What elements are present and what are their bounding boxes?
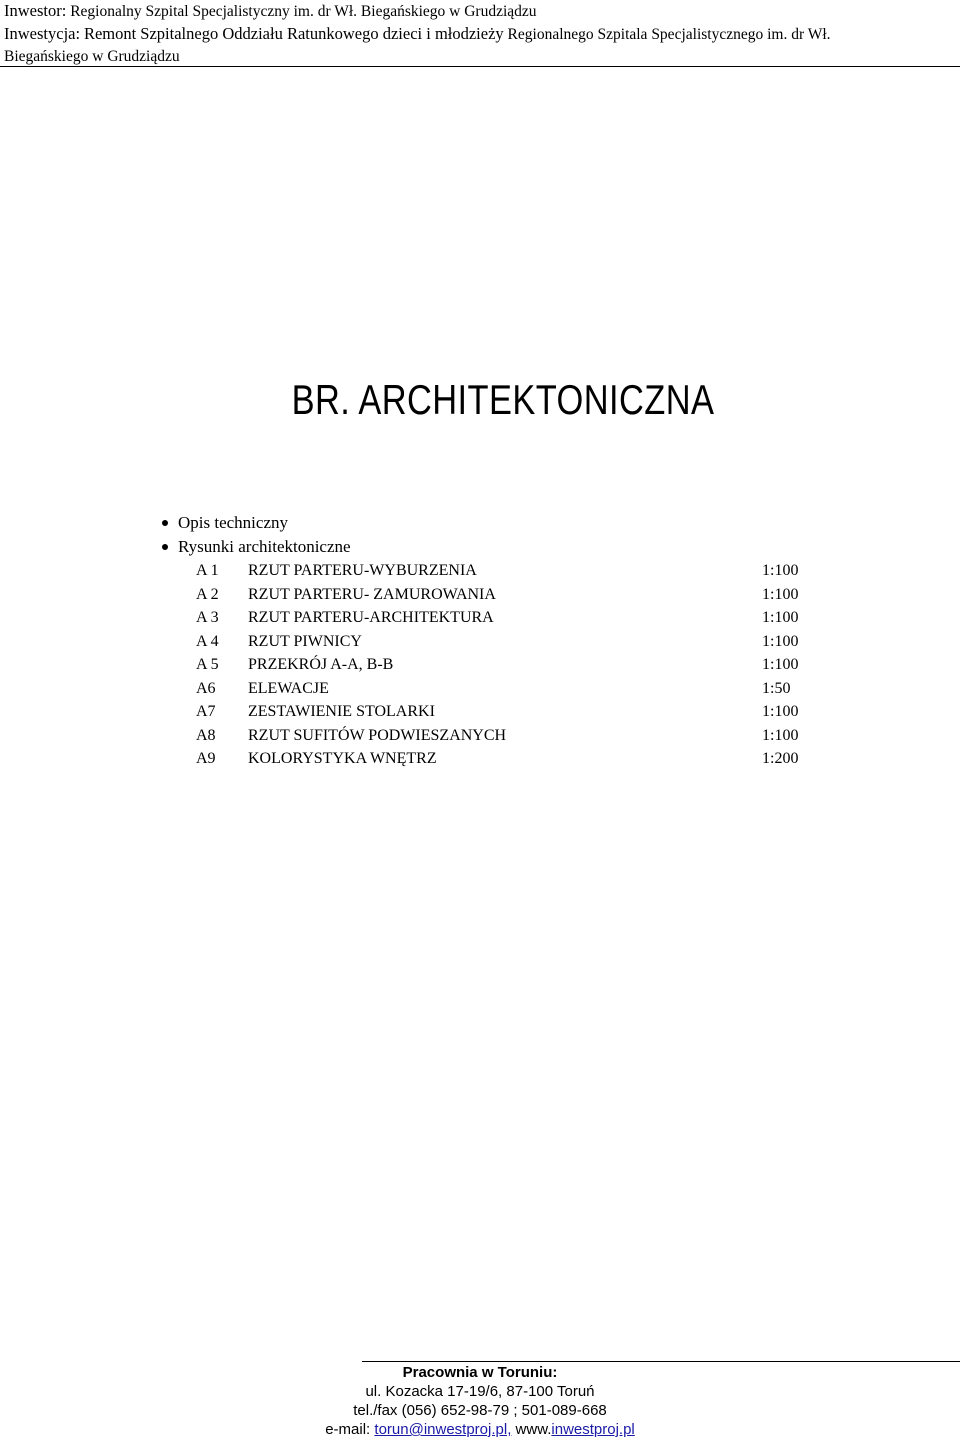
drawing-name: PRZEKRÓJ A-A, B-B <box>248 656 394 673</box>
investment-value-rest: Regionalnego Szpitala Specjalistycznego im. dr Wł. <box>507 26 831 43</box>
document-footer <box>280 1363 680 1439</box>
investment-line <box>4 23 956 46</box>
drawing-row <box>196 559 816 583</box>
drawing-row <box>196 747 816 771</box>
drawing-scale: 1:100 <box>762 609 799 626</box>
drawing-code: A 5 <box>196 656 219 673</box>
drawing-code: A 4 <box>196 632 219 650</box>
drawing-row <box>196 606 816 630</box>
email-link[interactable]: torun@inwestproj.pl, <box>374 1421 512 1438</box>
header-divider <box>0 66 960 67</box>
drawing-code: A 1 <box>196 562 219 579</box>
drawing-code: A6 <box>196 679 216 697</box>
drawing-name: ELEWACJE <box>248 679 329 697</box>
investor-value: Regionalny Szpital Specjalistyczny im. dr Wł. Biegańskiego w Grudziądzu <box>70 3 537 20</box>
drawing-code: A7 <box>196 703 216 720</box>
drawing-code: A 3 <box>196 609 219 626</box>
drawing-name: ZESTAWIENIE STOLARKI <box>248 703 435 720</box>
investor-line <box>4 0 956 23</box>
drawing-row <box>196 583 816 607</box>
office-phone: tel./fax (056) 652-98-79 ; 501-089-668 <box>353 1402 607 1419</box>
document-header <box>4 0 956 68</box>
office-heading: Pracownia w Toruniu: <box>402 1364 558 1381</box>
drawing-scale: 1:100 <box>762 703 799 720</box>
website-link[interactable]: inwestproj.pl <box>551 1421 635 1438</box>
drawing-scale: 1:100 <box>762 726 799 744</box>
investment-line-2: Biegańskiego w Grudziądzu <box>4 48 180 65</box>
office-address: ul. Kozacka 17-19/6, 87-100 Toruń <box>365 1383 595 1400</box>
drawing-scale: 1:100 <box>762 585 799 603</box>
drawing-code: A9 <box>196 750 216 767</box>
drawing-name: RZUT SUFITÓW PODWIESZANYCH <box>248 726 507 744</box>
investment-label: Inwestycja: <box>4 24 81 43</box>
drawing-scale: 1:100 <box>762 562 799 579</box>
drawing-row <box>196 677 816 701</box>
drawing-row <box>196 653 816 677</box>
investment-value-main: Remont Szpitalnego Oddziału Ratunkowego dzieci i młodzieży <box>83 24 504 43</box>
drawing-code: A 2 <box>196 585 219 603</box>
contents-list <box>162 511 351 559</box>
office-contact <box>280 1420 680 1439</box>
email-label: e-mail: <box>325 1421 371 1438</box>
drawing-name: RZUT PARTERU- ZAMUROWANIA <box>248 585 496 603</box>
drawing-list <box>196 559 816 771</box>
drawing-row <box>196 700 816 724</box>
drawing-name: RZUT PIWNICY <box>248 632 362 650</box>
drawing-row <box>196 630 816 654</box>
drawing-name: RZUT PARTERU-WYBURZENIA <box>248 562 477 579</box>
bullet-item-description: Opis techniczny <box>162 511 351 535</box>
drawing-scale: 1:100 <box>762 632 799 650</box>
www-prefix: www. <box>515 1421 552 1438</box>
drawing-scale: 1:100 <box>762 656 799 673</box>
drawing-name: KOLORYSTYKA WNĘTRZ <box>248 750 437 767</box>
investor-label: Inwestor: <box>4 1 67 20</box>
page-title: BR. ARCHITEKTONICZNA <box>291 376 715 423</box>
bullet-item-drawings: Rysunki architektoniczne <box>162 535 351 559</box>
drawing-row <box>196 724 816 748</box>
drawing-name: RZUT PARTERU-ARCHITEKTURA <box>248 609 494 626</box>
drawing-scale: 1:200 <box>762 750 799 767</box>
drawing-scale: 1:50 <box>762 679 791 697</box>
footer-divider <box>362 1361 960 1362</box>
drawing-code: A8 <box>196 726 216 744</box>
